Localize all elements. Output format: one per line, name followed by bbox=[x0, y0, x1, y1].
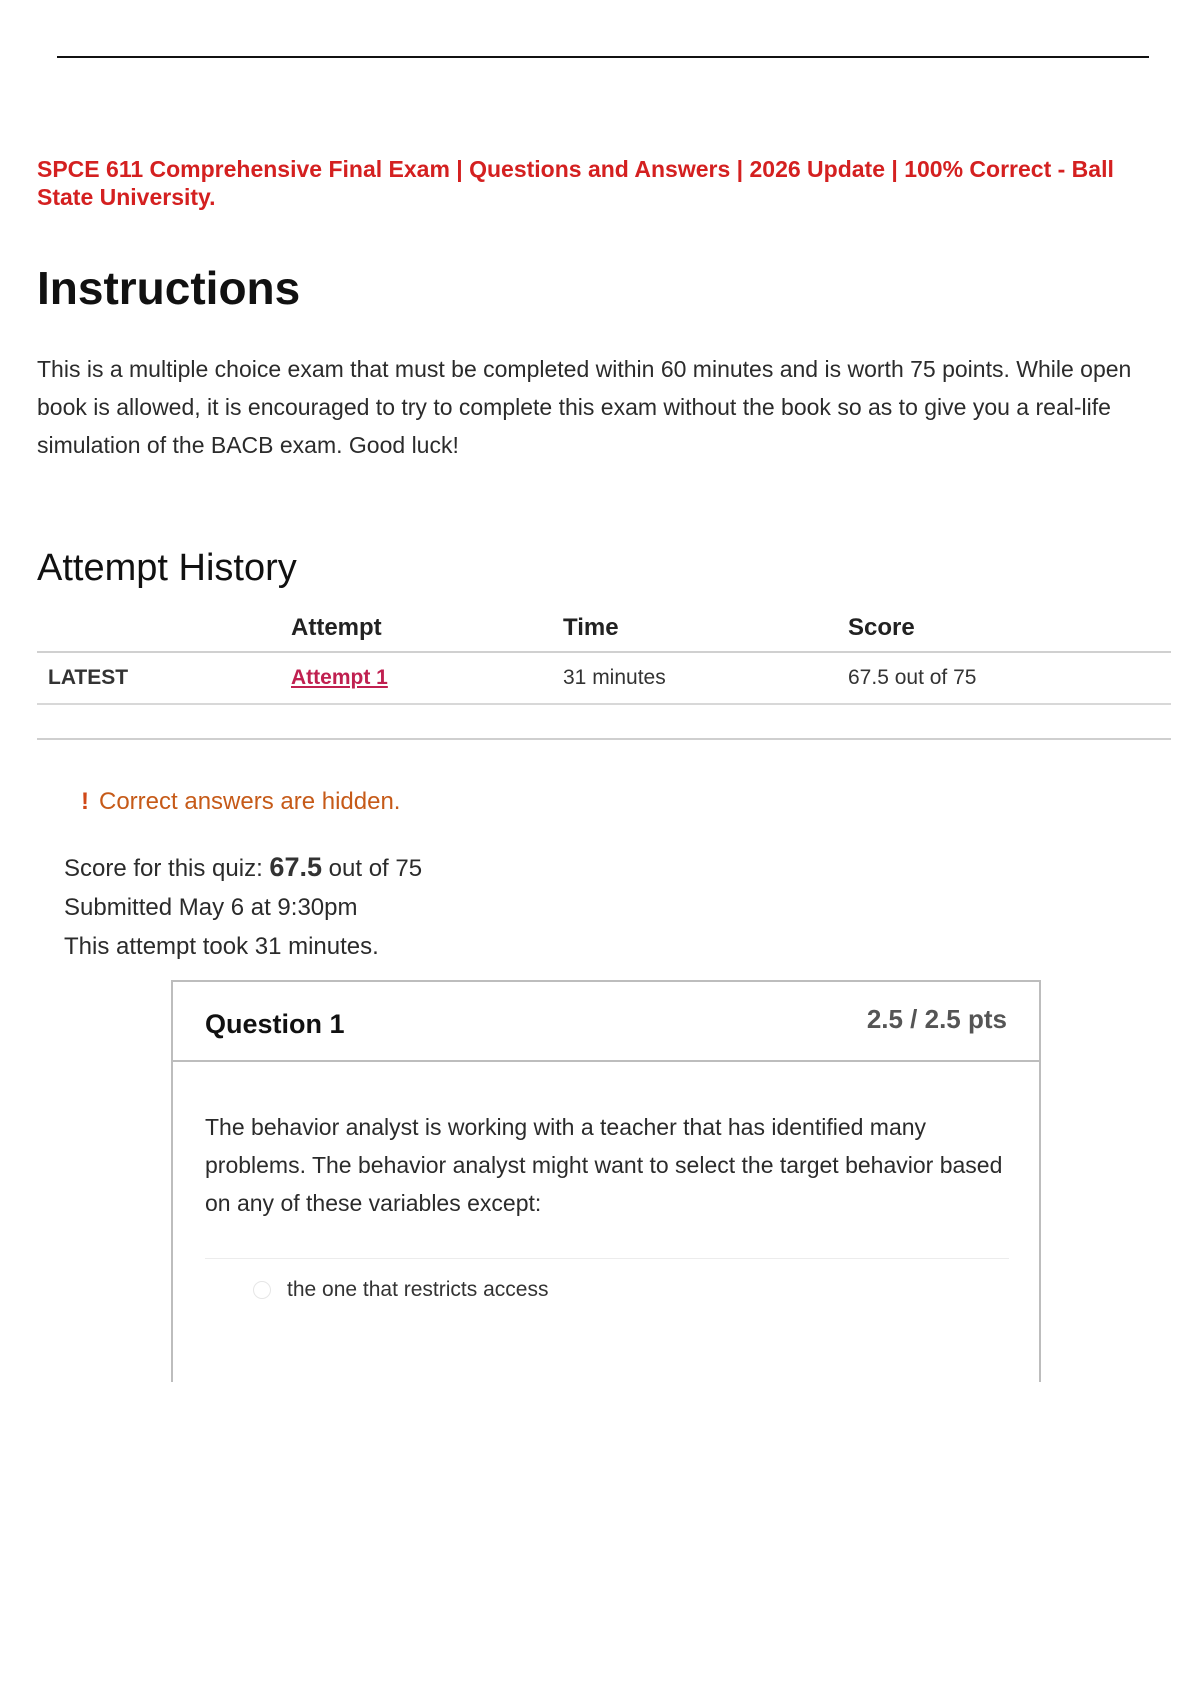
question-header bbox=[173, 982, 1039, 1062]
time-cell: 31 minutes bbox=[563, 652, 848, 704]
warning-icon: ! bbox=[81, 788, 89, 815]
score-value: 67.5 bbox=[269, 852, 322, 882]
top-rule bbox=[57, 56, 1149, 58]
table-row bbox=[37, 652, 1171, 704]
instructions-heading: Instructions bbox=[37, 262, 301, 314]
column-header-time: Time bbox=[563, 605, 848, 652]
question-title: Question 1 bbox=[205, 1009, 345, 1039]
attempt-table-header-row bbox=[37, 605, 1171, 652]
score-prefix: Score for this quiz: bbox=[64, 855, 263, 882]
column-header-score: Score bbox=[848, 605, 1171, 652]
score-cell: 67.5 out of 75 bbox=[848, 652, 1171, 704]
instructions-body: This is a multiple choice exam that must be completed within 60 minutes and is worth 75 points. While open book is allowed, it is encouraged to try to complete this exam without the book so as to give you a real-life simulation of the BACB exam. Good luck! bbox=[37, 356, 1132, 458]
attempt-history-heading: Attempt History bbox=[37, 547, 297, 589]
empty-cell bbox=[563, 704, 848, 705]
section-divider bbox=[37, 738, 1171, 740]
latest-label: LATEST bbox=[37, 652, 291, 704]
question-points: 2.5 / 2.5 pts bbox=[866, 1004, 1007, 1034]
attempt-cell bbox=[291, 652, 563, 704]
quiz-summary bbox=[64, 848, 422, 966]
attempt-history-table bbox=[37, 605, 1171, 705]
empty-cell bbox=[37, 704, 291, 705]
answer-label: the one that restricts access bbox=[287, 1278, 549, 1301]
question-text: The behavior analyst is working with a teacher that has identified many problems. The behavior analyst might want to select the target behavior based on any of these variables except: bbox=[205, 1114, 1003, 1216]
answer-option[interactable] bbox=[253, 1278, 548, 1302]
document-title: SPCE 611 Comprehensive Final Exam | Questions and Answers | 2026 Update | 100% Correct - Ball State University. bbox=[37, 156, 1114, 210]
table-row-empty bbox=[37, 704, 1171, 705]
submitted-line: Submitted May 6 at 9:30pm bbox=[64, 894, 358, 921]
radio-icon[interactable] bbox=[253, 1281, 271, 1299]
answers-hidden-notice bbox=[81, 788, 400, 816]
empty-cell bbox=[291, 704, 563, 705]
answer-divider bbox=[205, 1258, 1009, 1259]
empty-cell bbox=[848, 704, 1171, 705]
notice-text: Correct answers are hidden. bbox=[99, 788, 401, 815]
column-header-attempt: Attempt bbox=[291, 605, 563, 652]
attempt-1-link[interactable]: Attempt 1 bbox=[291, 666, 388, 689]
column-header-blank bbox=[37, 605, 291, 652]
question-card bbox=[171, 980, 1041, 1382]
score-suffix: out of 75 bbox=[328, 855, 423, 882]
score-line bbox=[64, 848, 422, 888]
duration-line: This attempt took 31 minutes. bbox=[64, 933, 379, 960]
